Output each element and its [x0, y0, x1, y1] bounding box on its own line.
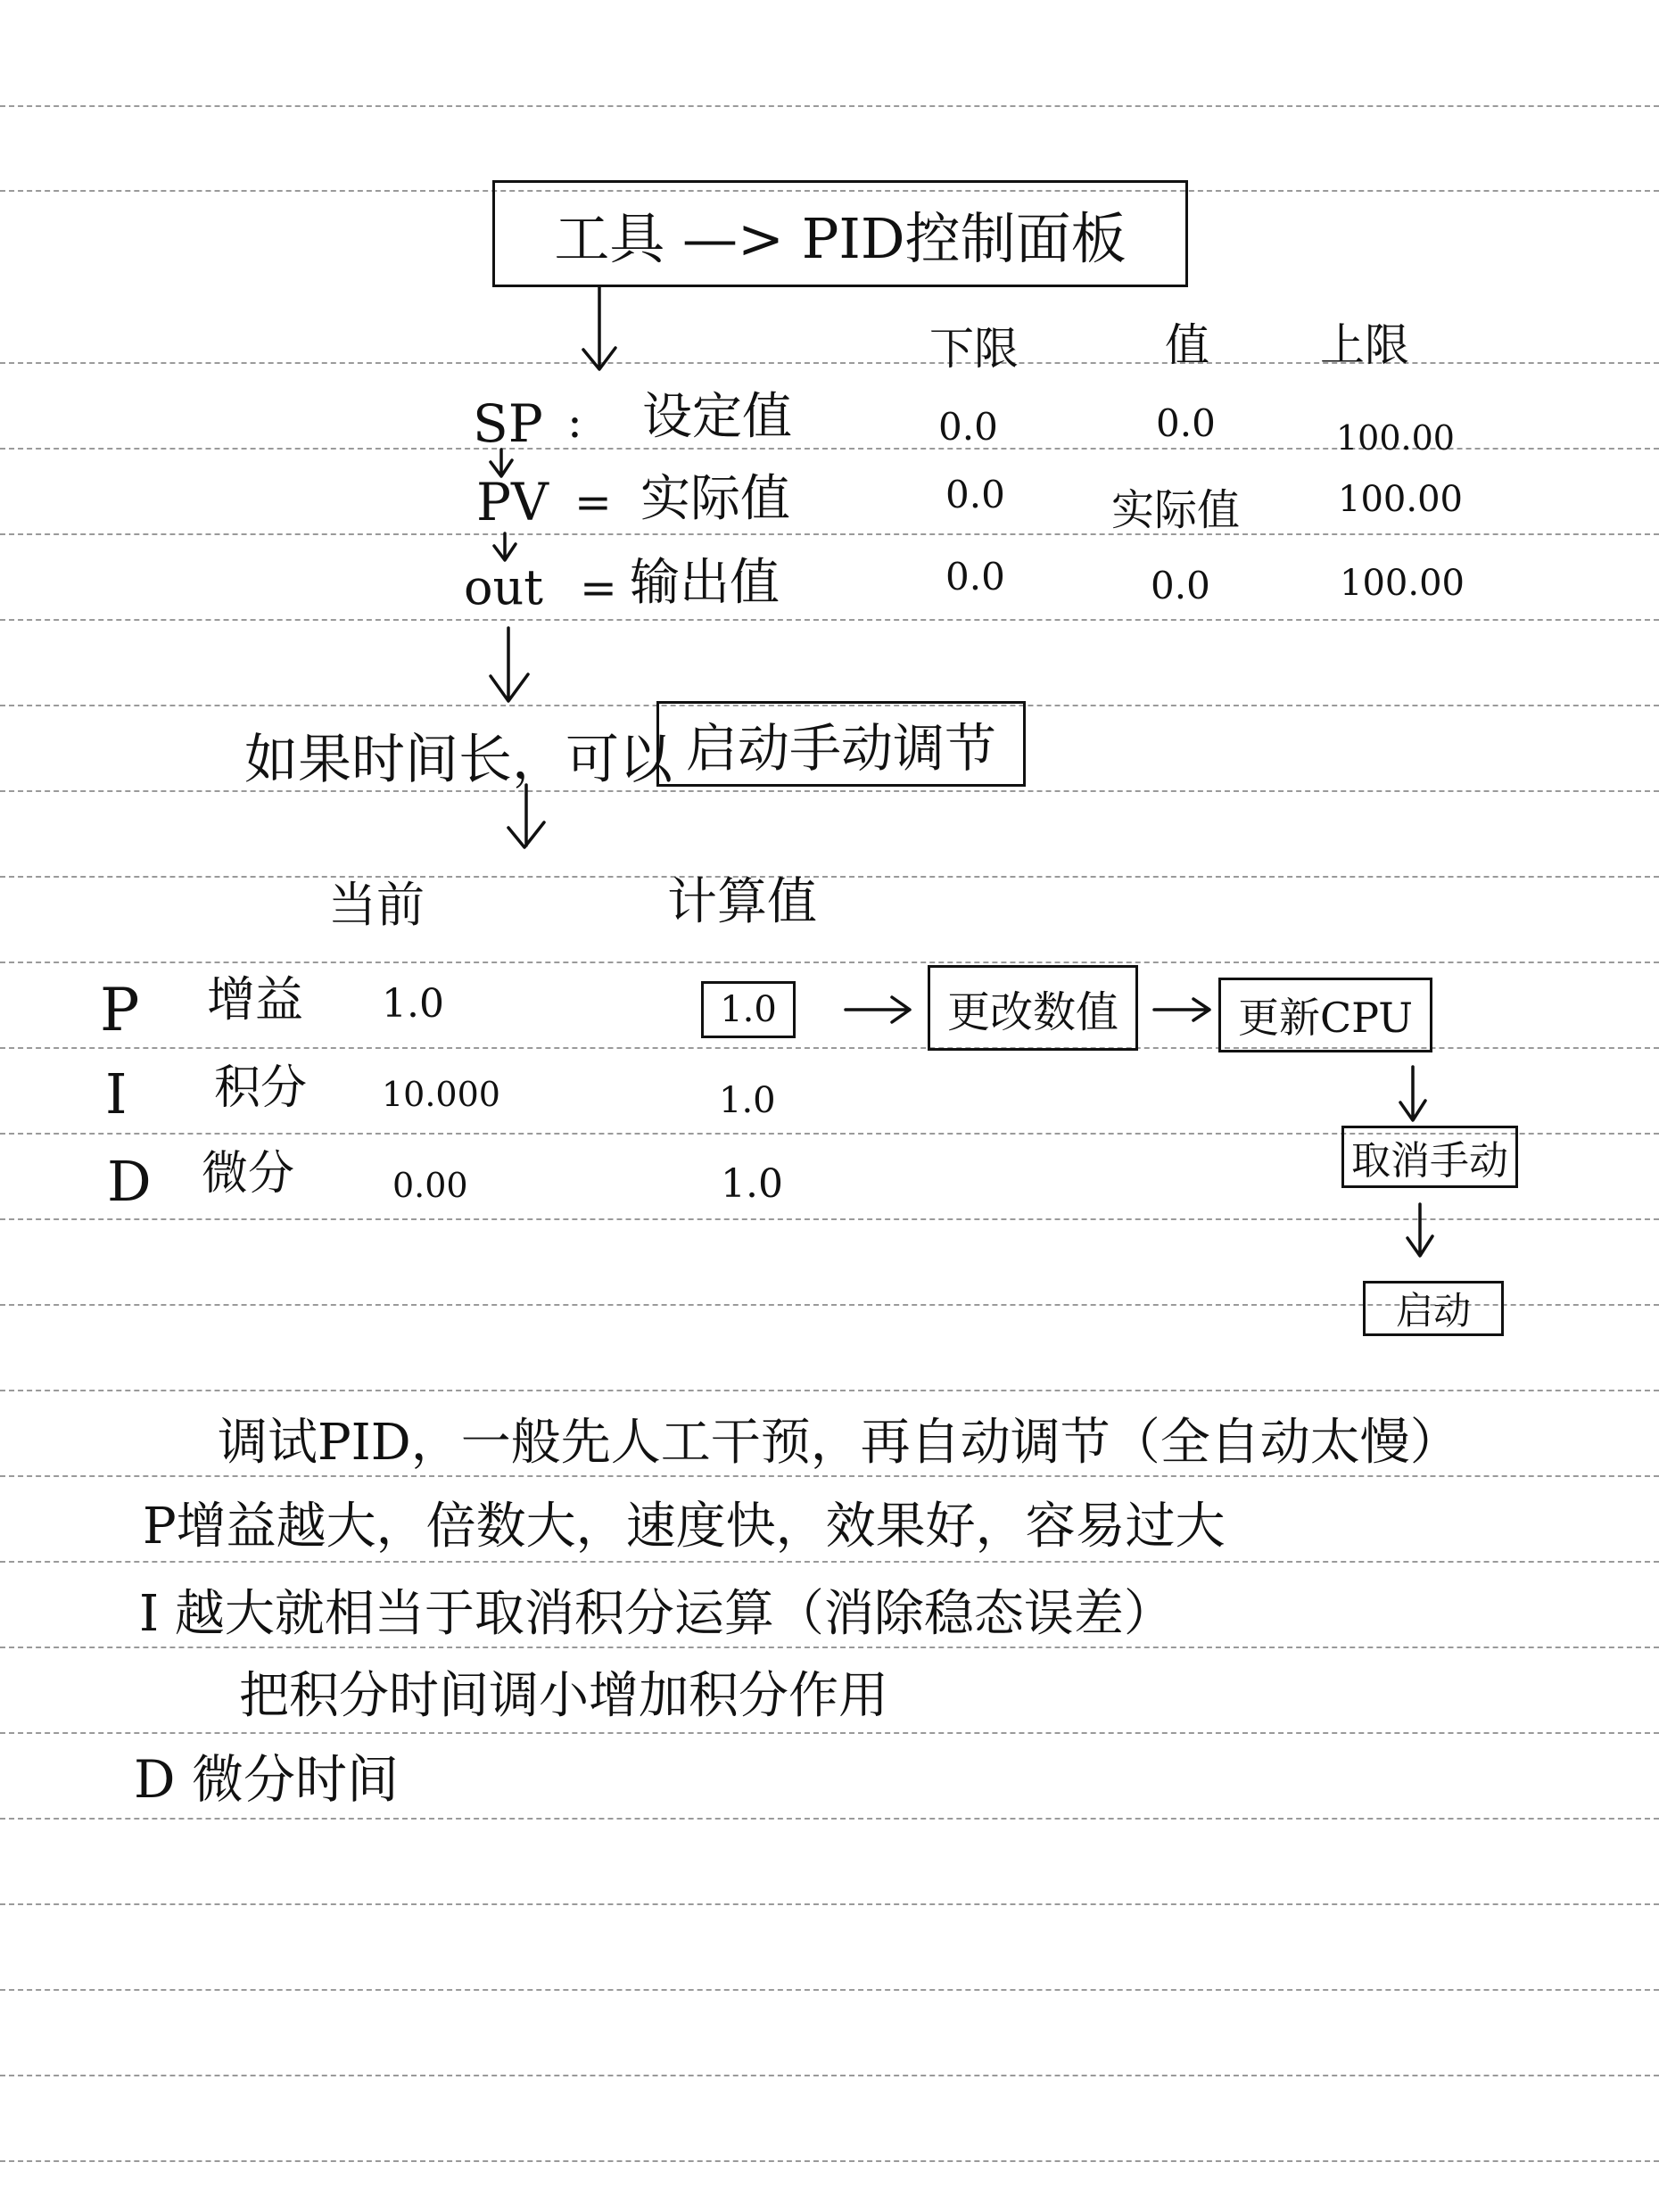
ruled-line	[0, 1390, 1659, 1391]
ruled-line	[0, 619, 1659, 621]
col-current: 当前	[328, 877, 425, 933]
header-upper: 上限	[1320, 319, 1409, 371]
note-line: D 微分时间	[134, 1749, 399, 1810]
row-value: 0.0	[1156, 401, 1216, 445]
param-calc: 1.0	[720, 989, 777, 1030]
arrow-change-to-update	[1154, 999, 1209, 1020]
param-name: 增益	[207, 971, 303, 1028]
param-name: 微分	[202, 1147, 295, 1201]
ruled-line	[0, 105, 1659, 107]
ruled-line	[0, 1818, 1659, 1820]
ruled-line	[0, 2075, 1659, 2076]
row-label: 设定值	[642, 388, 792, 446]
change-value-box[interactable]	[928, 965, 1138, 1051]
ruled-line	[0, 876, 1659, 878]
header-value: 值	[1165, 319, 1209, 371]
row-key: SP	[473, 393, 543, 454]
arrow-title-to-table	[583, 287, 615, 369]
ruled-line	[0, 533, 1659, 535]
note-line: P增益越大，倍数大，速度快，效果好，容易过大	[143, 1498, 1226, 1556]
manual-box	[656, 701, 1026, 787]
param-calc: 1.0	[719, 1080, 776, 1121]
arrow-cancel-to-start	[1407, 1204, 1432, 1256]
param-name: 积分	[214, 1061, 308, 1115]
arrow-out-to-manual	[491, 628, 528, 701]
manual-box-label: 启动手动调节	[685, 718, 996, 779]
ruled-line	[0, 1475, 1659, 1477]
arrow-calc-to-change	[846, 997, 910, 1022]
note-line: 把积分时间调小增加积分作用	[239, 1667, 888, 1725]
arrow-pv-to-out	[494, 533, 516, 560]
param-current: 1.0	[382, 981, 444, 1027]
start-box[interactable]	[1363, 1281, 1504, 1336]
ruled-line	[0, 1989, 1659, 1991]
row-value: 实际值	[1111, 485, 1241, 535]
ruled-line	[0, 1561, 1659, 1563]
col-calc: 计算值	[667, 873, 817, 931]
param-current: 10.000	[382, 1075, 500, 1114]
row-sep: =	[574, 476, 612, 528]
cancel-manual-box[interactable]	[1341, 1126, 1518, 1188]
note-line: 调试PID，一般先人工干预，再自动调节（全自动太慢）	[218, 1414, 1460, 1472]
arrow-manual-to-params	[508, 785, 544, 847]
row-sep: =	[580, 562, 617, 614]
update-cpu-box[interactable]	[1218, 978, 1432, 1052]
ruled-line	[0, 1218, 1659, 1220]
row-value: 0.0	[1151, 564, 1210, 607]
row-upper: 100.00	[1336, 418, 1455, 458]
note-line: I 越大就相当于取消积分运算（消除稳态误差）	[139, 1585, 1174, 1643]
ruled-line	[0, 362, 1659, 364]
row-upper: 100.00	[1338, 479, 1463, 520]
param-current: 0.00	[392, 1166, 468, 1205]
row-lower: 0.0	[945, 555, 1005, 598]
param-calc: 1.0	[721, 1161, 783, 1207]
row-lower: 0.0	[945, 473, 1005, 516]
row-label: 实际值	[640, 470, 790, 528]
title-box	[492, 180, 1188, 287]
page-title: 工具 —> PID控制面板	[554, 205, 1127, 271]
start-label: 启动	[1395, 1289, 1471, 1333]
update-cpu-label: 更新CPU	[1237, 994, 1414, 1042]
param-letter: I	[105, 1061, 128, 1127]
row-key: PV	[476, 472, 549, 532]
param-letter: P	[100, 976, 140, 1044]
manual-prefix: 如果时间长，可以	[244, 729, 673, 791]
row-lower: 0.0	[938, 405, 998, 449]
row-upper: 100.00	[1340, 563, 1465, 604]
row-sep: :	[567, 396, 582, 448]
arrow-update-to-cancel	[1400, 1067, 1425, 1120]
change-value-label: 更改数值	[946, 986, 1118, 1037]
header-lower: 下限	[929, 323, 1019, 375]
ruled-line	[0, 2160, 1659, 2162]
ruled-line	[0, 1732, 1659, 1734]
param-letter: D	[107, 1149, 152, 1214]
row-label: 输出值	[630, 554, 780, 612]
ruled-line	[0, 962, 1659, 963]
calc-value-box[interactable]	[701, 981, 796, 1038]
row-key: out	[464, 559, 543, 615]
cancel-manual-label: 取消手动	[1351, 1138, 1508, 1184]
ruled-line	[0, 1903, 1659, 1905]
ruled-line	[0, 1647, 1659, 1648]
